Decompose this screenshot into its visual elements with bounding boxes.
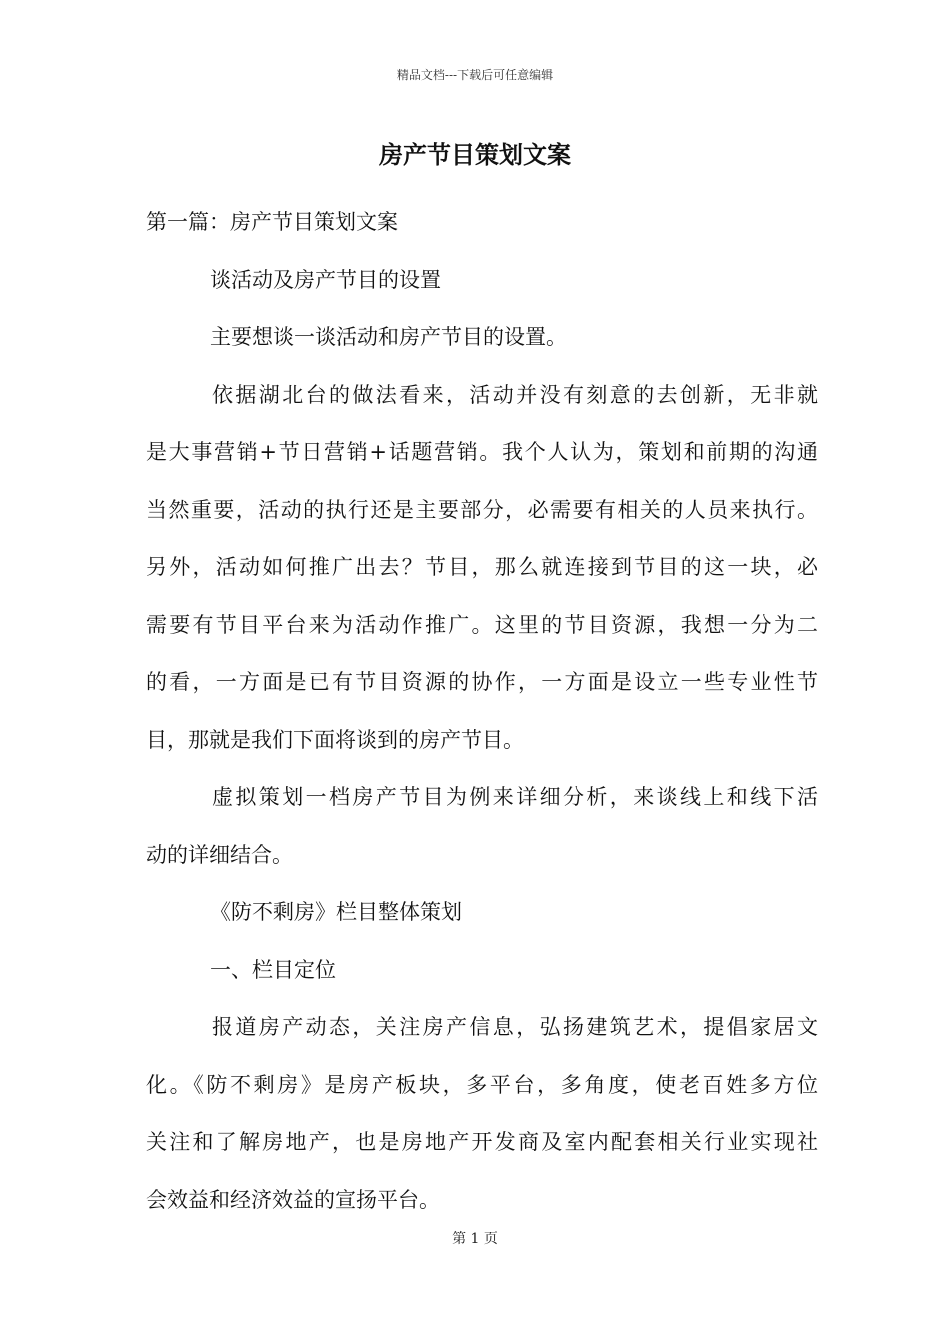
paragraph-line: 化。《防不剩房》是房产板块，多平台，多角度，使老百姓多方位	[146, 1072, 818, 1097]
section-heading: 第一篇：房产节目策划文案	[146, 210, 398, 234]
paragraph-line: 主要想谈一谈活动和房产节目的设置。	[210, 325, 567, 349]
paragraph-line: 当然重要，活动的执行还是主要部分，必需要有相关的人员来执行。	[146, 497, 818, 522]
page-number: 第 1 页	[452, 1231, 498, 1247]
paragraph-line: 动的详细结合。	[146, 842, 293, 867]
paragraph-line: 的看，一方面是已有节目资源的协作，一方面是设立一些专业性节	[146, 670, 818, 694]
subsection-heading: 《防不剩房》栏目整体策划	[210, 900, 462, 924]
paragraph-line: 依据湖北台的做法看来，活动并没有刻意的去创新，无非就	[212, 382, 818, 407]
paragraph-line: 关注和了解房地产，也是房地产开发商及室内配套相关行业实现社	[146, 1130, 818, 1154]
subsection-heading: 一、栏目定位	[210, 957, 336, 982]
paragraph-line: 虚拟策划一档房产节目为例来详细分析，来谈线上和线下活	[212, 785, 818, 809]
paragraph-line: 需要有节目平台来为活动作推广。这里的节目资源，我想一分为二	[146, 612, 818, 637]
paragraph-line: 报道房产动态，关注房产信息，弘扬建筑艺术，提倡家居文	[212, 1015, 818, 1039]
paragraph-line: 谈活动及房产节目的设置	[210, 267, 441, 292]
header-note: 精品文档---下载后可任意编辑	[396, 68, 554, 82]
paragraph-line: 会效益和经济效益的宣扬平台。	[146, 1187, 440, 1212]
document-title: 房产节目策划文案	[379, 140, 571, 169]
document-body	[146, 204, 818, 1239]
paragraph-line: 另外，活动如何推广出去？节目，那么就连接到节目的这一块，必	[146, 555, 818, 579]
paragraph-line: 目，那就是我们下面将谈到的房产节目。	[146, 727, 524, 752]
paragraph-line: 是大事营销+节日营销+话题营销。我个人认为，策划和前期的沟通	[146, 440, 818, 464]
